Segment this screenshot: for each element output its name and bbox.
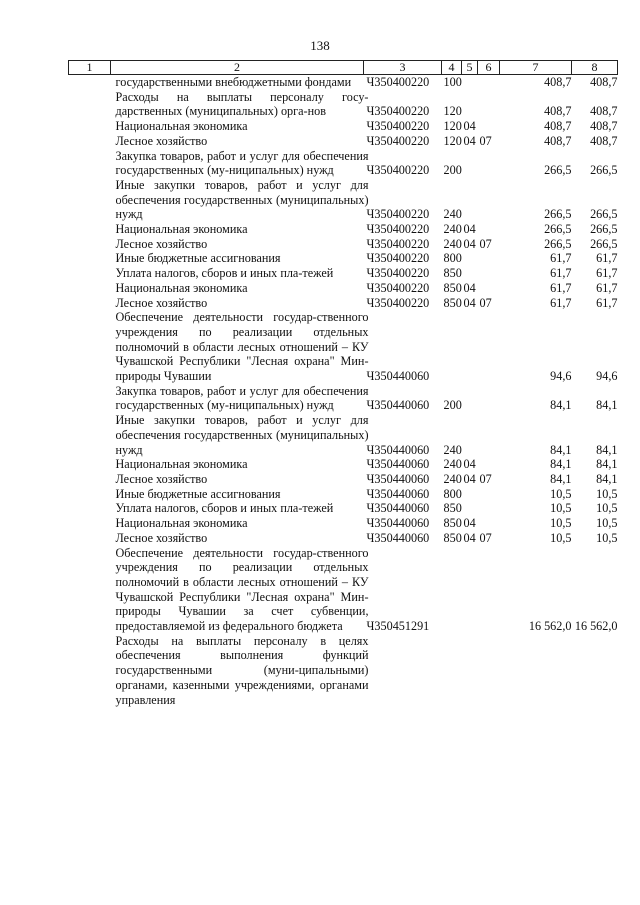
cell-section: 04 — [463, 457, 476, 472]
cell-amount-1: 94,6 — [550, 369, 572, 384]
cell-amount-2: 61,7 — [596, 295, 618, 310]
cell-subsection — [478, 634, 500, 708]
cell-amount-2: 408,7 — [590, 75, 618, 89]
cell-subsection — [478, 149, 500, 178]
cell-expense-type: 240 — [443, 222, 462, 237]
table-body — [69, 75, 618, 708]
table-row — [69, 178, 618, 222]
cell-item-name: Лесное хозяйство — [115, 295, 208, 310]
cell-target-code: Ч350440060 — [366, 530, 430, 545]
cell-expense-type: 200 — [443, 398, 462, 413]
cell-amount-1: 84,1 — [550, 471, 572, 486]
cell-target-code — [364, 634, 442, 708]
cell-amount-2: 408,7 — [590, 119, 618, 134]
cell-section — [462, 413, 478, 457]
cell-amount-2: 266,5 — [590, 236, 618, 251]
page-number: 138 — [310, 38, 330, 53]
cell-item-name: Национальная экономика — [115, 280, 248, 295]
cell-expense-type — [442, 546, 462, 634]
cell-amount-2: 10,5 — [596, 501, 618, 516]
cell-col-1 — [69, 472, 111, 487]
cell-item-name: Уплата налогов, сборов и иных пла-тежей — [115, 501, 334, 516]
cell-target-code: Ч350400220 — [366, 236, 430, 251]
cell-expense-type — [442, 310, 462, 384]
cell-amount-2: 266,5 — [590, 222, 618, 237]
cell-target-code: Ч350400220 — [366, 251, 430, 266]
cell-col-1 — [69, 134, 111, 149]
table-row — [69, 251, 618, 266]
cell-section — [462, 251, 478, 266]
cell-amount-2: 61,7 — [596, 251, 618, 266]
cell-section — [462, 75, 478, 90]
cell-item-name: Национальная экономика — [115, 119, 248, 134]
table-row — [69, 75, 618, 90]
cell-amount-1: 84,1 — [550, 442, 572, 457]
cell-amount-2: 61,7 — [596, 266, 618, 281]
cell-item-name: Иные бюджетные ассигнования — [115, 251, 281, 266]
cell-subsection — [478, 222, 500, 237]
table-row — [69, 634, 618, 708]
cell-target-code: Ч350400220 — [366, 75, 430, 89]
cell-subsection: 07 — [479, 133, 492, 148]
cell-expense-type: 850 — [443, 280, 462, 295]
cell-subsection: 07 — [479, 471, 492, 486]
cell-col-1 — [69, 296, 111, 311]
cell-target-code: Ч350440060 — [366, 501, 430, 516]
budget-table — [68, 60, 618, 707]
table-row — [69, 90, 618, 119]
header-col-8: 8 — [572, 61, 618, 75]
cell-expense-type: 800 — [443, 486, 462, 501]
cell-subsection — [478, 310, 500, 384]
cell-target-code: Ч350400220 — [366, 104, 430, 119]
cell-amount-2: 61,7 — [596, 280, 618, 295]
header-col-4: 4 — [442, 61, 462, 75]
cell-amount-1: 10,5 — [550, 530, 572, 545]
cell-section — [462, 546, 478, 634]
cell-expense-type: 850 — [443, 501, 462, 516]
cell-subsection — [478, 251, 500, 266]
cell-col-1 — [69, 266, 111, 281]
cell-target-code: Ч350400220 — [366, 133, 430, 148]
cell-col-1 — [69, 90, 111, 119]
cell-amount-1 — [500, 634, 572, 708]
cell-col-1 — [69, 75, 111, 90]
cell-col-1 — [69, 119, 111, 134]
cell-expense-type: 120 — [443, 133, 462, 148]
cell-col-1 — [69, 222, 111, 237]
cell-col-1 — [69, 310, 111, 384]
table-row — [69, 457, 618, 472]
table-row — [69, 281, 618, 296]
cell-expense-type: 240 — [443, 236, 462, 251]
cell-amount-1: 16 562,0 — [528, 619, 572, 634]
table-header-row — [69, 61, 618, 75]
cell-amount-1: 266,5 — [544, 207, 572, 222]
cell-col-1 — [69, 546, 111, 634]
cell-item-name: Иные бюджетные ассигнования — [115, 486, 281, 501]
cell-subsection: 07 — [479, 530, 492, 545]
cell-expense-type: 100 — [443, 75, 462, 89]
cell-item-name: Лесное хозяйство — [115, 471, 208, 486]
cell-subsection: 07 — [479, 236, 492, 251]
cell-amount-1: 61,7 — [550, 280, 572, 295]
cell-target-code: Ч350400220 — [366, 119, 430, 134]
cell-amount-2 — [572, 634, 618, 708]
cell-subsection — [478, 384, 500, 413]
header-col-6: 6 — [478, 61, 500, 75]
cell-expense-type: 800 — [443, 251, 462, 266]
cell-amount-1: 10,5 — [550, 501, 572, 516]
cell-amount-1: 61,7 — [550, 295, 572, 310]
cell-section: 04 — [463, 222, 476, 237]
header-col-7: 7 — [500, 61, 572, 75]
cell-expense-type: 850 — [443, 266, 462, 281]
cell-section: 04 — [463, 236, 476, 251]
cell-amount-2: 84,1 — [596, 398, 618, 413]
cell-target-code: Ч350440060 — [366, 457, 430, 472]
cell-amount-2: 10,5 — [596, 486, 618, 501]
table-row — [69, 531, 618, 546]
cell-col-1 — [69, 178, 111, 222]
cell-target-code: Ч350451291 — [366, 619, 430, 634]
cell-subsection — [478, 501, 500, 516]
table-row — [69, 149, 618, 178]
cell-item-name: Расходы на выплаты персоналу в целях обеспечения выполнения функций государственными (муни-ципальными) органами, казенными учреждениями, органами управления — [115, 633, 369, 707]
cell-target-code: Ч350400220 — [366, 295, 430, 310]
cell-amount-1: 266,5 — [544, 163, 572, 178]
header-col-3: 3 — [364, 61, 442, 75]
table-row — [69, 296, 618, 311]
cell-target-code: Ч350400220 — [366, 266, 430, 281]
cell-subsection — [478, 516, 500, 531]
cell-subsection — [478, 90, 500, 119]
table-row — [69, 237, 618, 252]
cell-target-code: Ч350400220 — [366, 163, 430, 178]
cell-expense-type: 240 — [443, 207, 462, 222]
table-row — [69, 222, 618, 237]
cell-expense-type: 850 — [443, 530, 462, 545]
cell-item-name: Национальная экономика — [115, 516, 248, 531]
cell-section: 04 — [463, 119, 476, 134]
cell-expense-type: 850 — [443, 295, 462, 310]
cell-subsection — [478, 178, 500, 222]
cell-item-name: Лесное хозяйство — [115, 133, 208, 148]
cell-expense-type: 240 — [443, 457, 462, 472]
cell-section: 04 — [463, 516, 476, 531]
cell-amount-1: 84,1 — [550, 457, 572, 472]
cell-target-code: Ч350440060 — [366, 369, 430, 384]
cell-amount-1: 266,5 — [544, 222, 572, 237]
cell-col-1 — [69, 237, 111, 252]
cell-col-1 — [69, 531, 111, 546]
cell-item-name: государственными внебюджетными фондами — [115, 75, 352, 89]
cell-subsection — [478, 487, 500, 502]
cell-col-1 — [69, 251, 111, 266]
table-row — [69, 119, 618, 134]
cell-subsection — [478, 75, 500, 90]
cell-amount-2: 10,5 — [596, 530, 618, 545]
cell-amount-2: 94,6 — [596, 369, 618, 384]
cell-amount-2: 266,5 — [590, 207, 618, 222]
cell-section — [462, 149, 478, 178]
cell-item-name: Национальная экономика — [115, 457, 248, 472]
cell-amount-1: 61,7 — [550, 251, 572, 266]
cell-amount-2: 84,1 — [596, 471, 618, 486]
cell-amount-1: 61,7 — [550, 266, 572, 281]
header-col-5: 5 — [462, 61, 478, 75]
cell-amount-2: 10,5 — [596, 516, 618, 531]
cell-amount-2: 84,1 — [596, 442, 618, 457]
table-row — [69, 516, 618, 531]
cell-item-name: Лесное хозяйство — [115, 236, 208, 251]
cell-section — [462, 634, 478, 708]
table-row — [69, 487, 618, 502]
cell-col-1 — [69, 149, 111, 178]
cell-target-code: Ч350440060 — [366, 486, 430, 501]
cell-subsection — [478, 266, 500, 281]
cell-target-code: Ч350440060 — [366, 442, 430, 457]
table-row — [69, 134, 618, 149]
cell-item-name: Обеспечение деятельности государ-ственного учреждения по реализации отдельных полномочий в области лесных отношений – КУ Чувашской Республики "Лесная охрана" Мин-природы Чувашии за счет субвенции, предоставляемой из федерального бюджета — [115, 545, 369, 634]
cell-target-code: Ч350400220 — [366, 222, 430, 237]
cell-expense-type: 240 — [443, 442, 462, 457]
cell-amount-1: 408,7 — [544, 119, 572, 134]
cell-item-name: Лесное хозяйство — [115, 530, 208, 545]
cell-amount-2: 408,7 — [590, 133, 618, 148]
table-row — [69, 310, 618, 384]
cell-amount-2: 408,7 — [590, 104, 618, 119]
cell-item-name: Национальная экономика — [115, 222, 248, 237]
cell-target-code: Ч350440060 — [366, 471, 430, 486]
table-row — [69, 472, 618, 487]
cell-subsection: 07 — [479, 295, 492, 310]
cell-section: 04 — [463, 280, 476, 295]
cell-col-1 — [69, 281, 111, 296]
cell-col-1 — [69, 457, 111, 472]
cell-expense-type: 120 — [443, 104, 462, 119]
cell-expense-type: 200 — [443, 163, 462, 178]
header-col-1: 1 — [69, 61, 111, 75]
cell-subsection — [478, 546, 500, 634]
cell-section — [462, 487, 478, 502]
cell-section — [462, 310, 478, 384]
cell-target-code: Ч350400220 — [366, 207, 430, 222]
cell-col-1 — [69, 487, 111, 502]
cell-section — [462, 501, 478, 516]
cell-section — [462, 384, 478, 413]
table-row — [69, 546, 618, 634]
cell-subsection — [478, 457, 500, 472]
cell-section — [462, 178, 478, 222]
cell-expense-type: 850 — [443, 516, 462, 531]
cell-target-code: Ч350440060 — [366, 398, 430, 413]
cell-expense-type — [442, 634, 462, 708]
cell-expense-type: 240 — [443, 471, 462, 486]
cell-amount-1: 408,7 — [544, 104, 572, 119]
cell-item-name: Закупка товаров, работ и услуг для обеспечения государственных (му-ниципальных) нужд — [115, 383, 369, 413]
cell-target-code: Ч350440060 — [366, 516, 430, 531]
cell-subsection — [478, 281, 500, 296]
cell-subsection — [478, 119, 500, 134]
cell-amount-1: 266,5 — [544, 236, 572, 251]
cell-section: 04 — [463, 295, 476, 310]
header-col-2: 2 — [111, 61, 364, 75]
cell-amount-1: 408,7 — [544, 75, 572, 89]
cell-subsection — [478, 413, 500, 457]
cell-col-1 — [69, 501, 111, 516]
cell-amount-1: 408,7 — [544, 133, 572, 148]
cell-col-1 — [69, 516, 111, 531]
cell-item-name: Уплата налогов, сборов и иных пла-тежей — [115, 266, 334, 281]
cell-section — [462, 90, 478, 119]
cell-section: 04 — [463, 530, 476, 545]
table-row — [69, 384, 618, 413]
cell-amount-1: 10,5 — [550, 486, 572, 501]
table-row — [69, 413, 618, 457]
cell-item-name: Иные закупки товаров, работ и услуг для обеспечения государственных (муниципальных) нужд — [115, 413, 369, 457]
cell-item-name: Расходы на выплаты персоналу госу-дарственных (муниципальных) орга-нов — [115, 89, 369, 119]
cell-item-name: Обеспечение деятельности государ-ственного учреждения по реализации отдельных полномочий в области лесных отношений – КУ Чувашской Республики "Лесная охрана" Мин-природы Чувашии — [115, 310, 369, 384]
cell-amount-1: 84,1 — [550, 398, 572, 413]
cell-col-1 — [69, 384, 111, 413]
cell-item-name: Иные закупки товаров, работ и услуг для обеспечения государственных (муниципальных) нужд — [115, 177, 369, 222]
cell-section: 04 — [463, 133, 476, 148]
cell-amount-2: 266,5 — [590, 163, 618, 178]
cell-target-code: Ч350400220 — [366, 280, 430, 295]
table-row — [69, 266, 618, 281]
cell-expense-type: 120 — [443, 119, 462, 134]
cell-section — [462, 266, 478, 281]
cell-amount-2: 84,1 — [596, 457, 618, 472]
cell-item-name: Закупка товаров, работ и услуг для обеспечения государственных (му-ниципальных) нужд — [115, 148, 369, 178]
cell-col-1 — [69, 634, 111, 708]
cell-col-1 — [69, 413, 111, 457]
cell-section: 04 — [463, 471, 476, 486]
table-row — [69, 501, 618, 516]
cell-amount-2: 16 562,0 — [574, 619, 618, 634]
cell-amount-1: 10,5 — [550, 516, 572, 531]
